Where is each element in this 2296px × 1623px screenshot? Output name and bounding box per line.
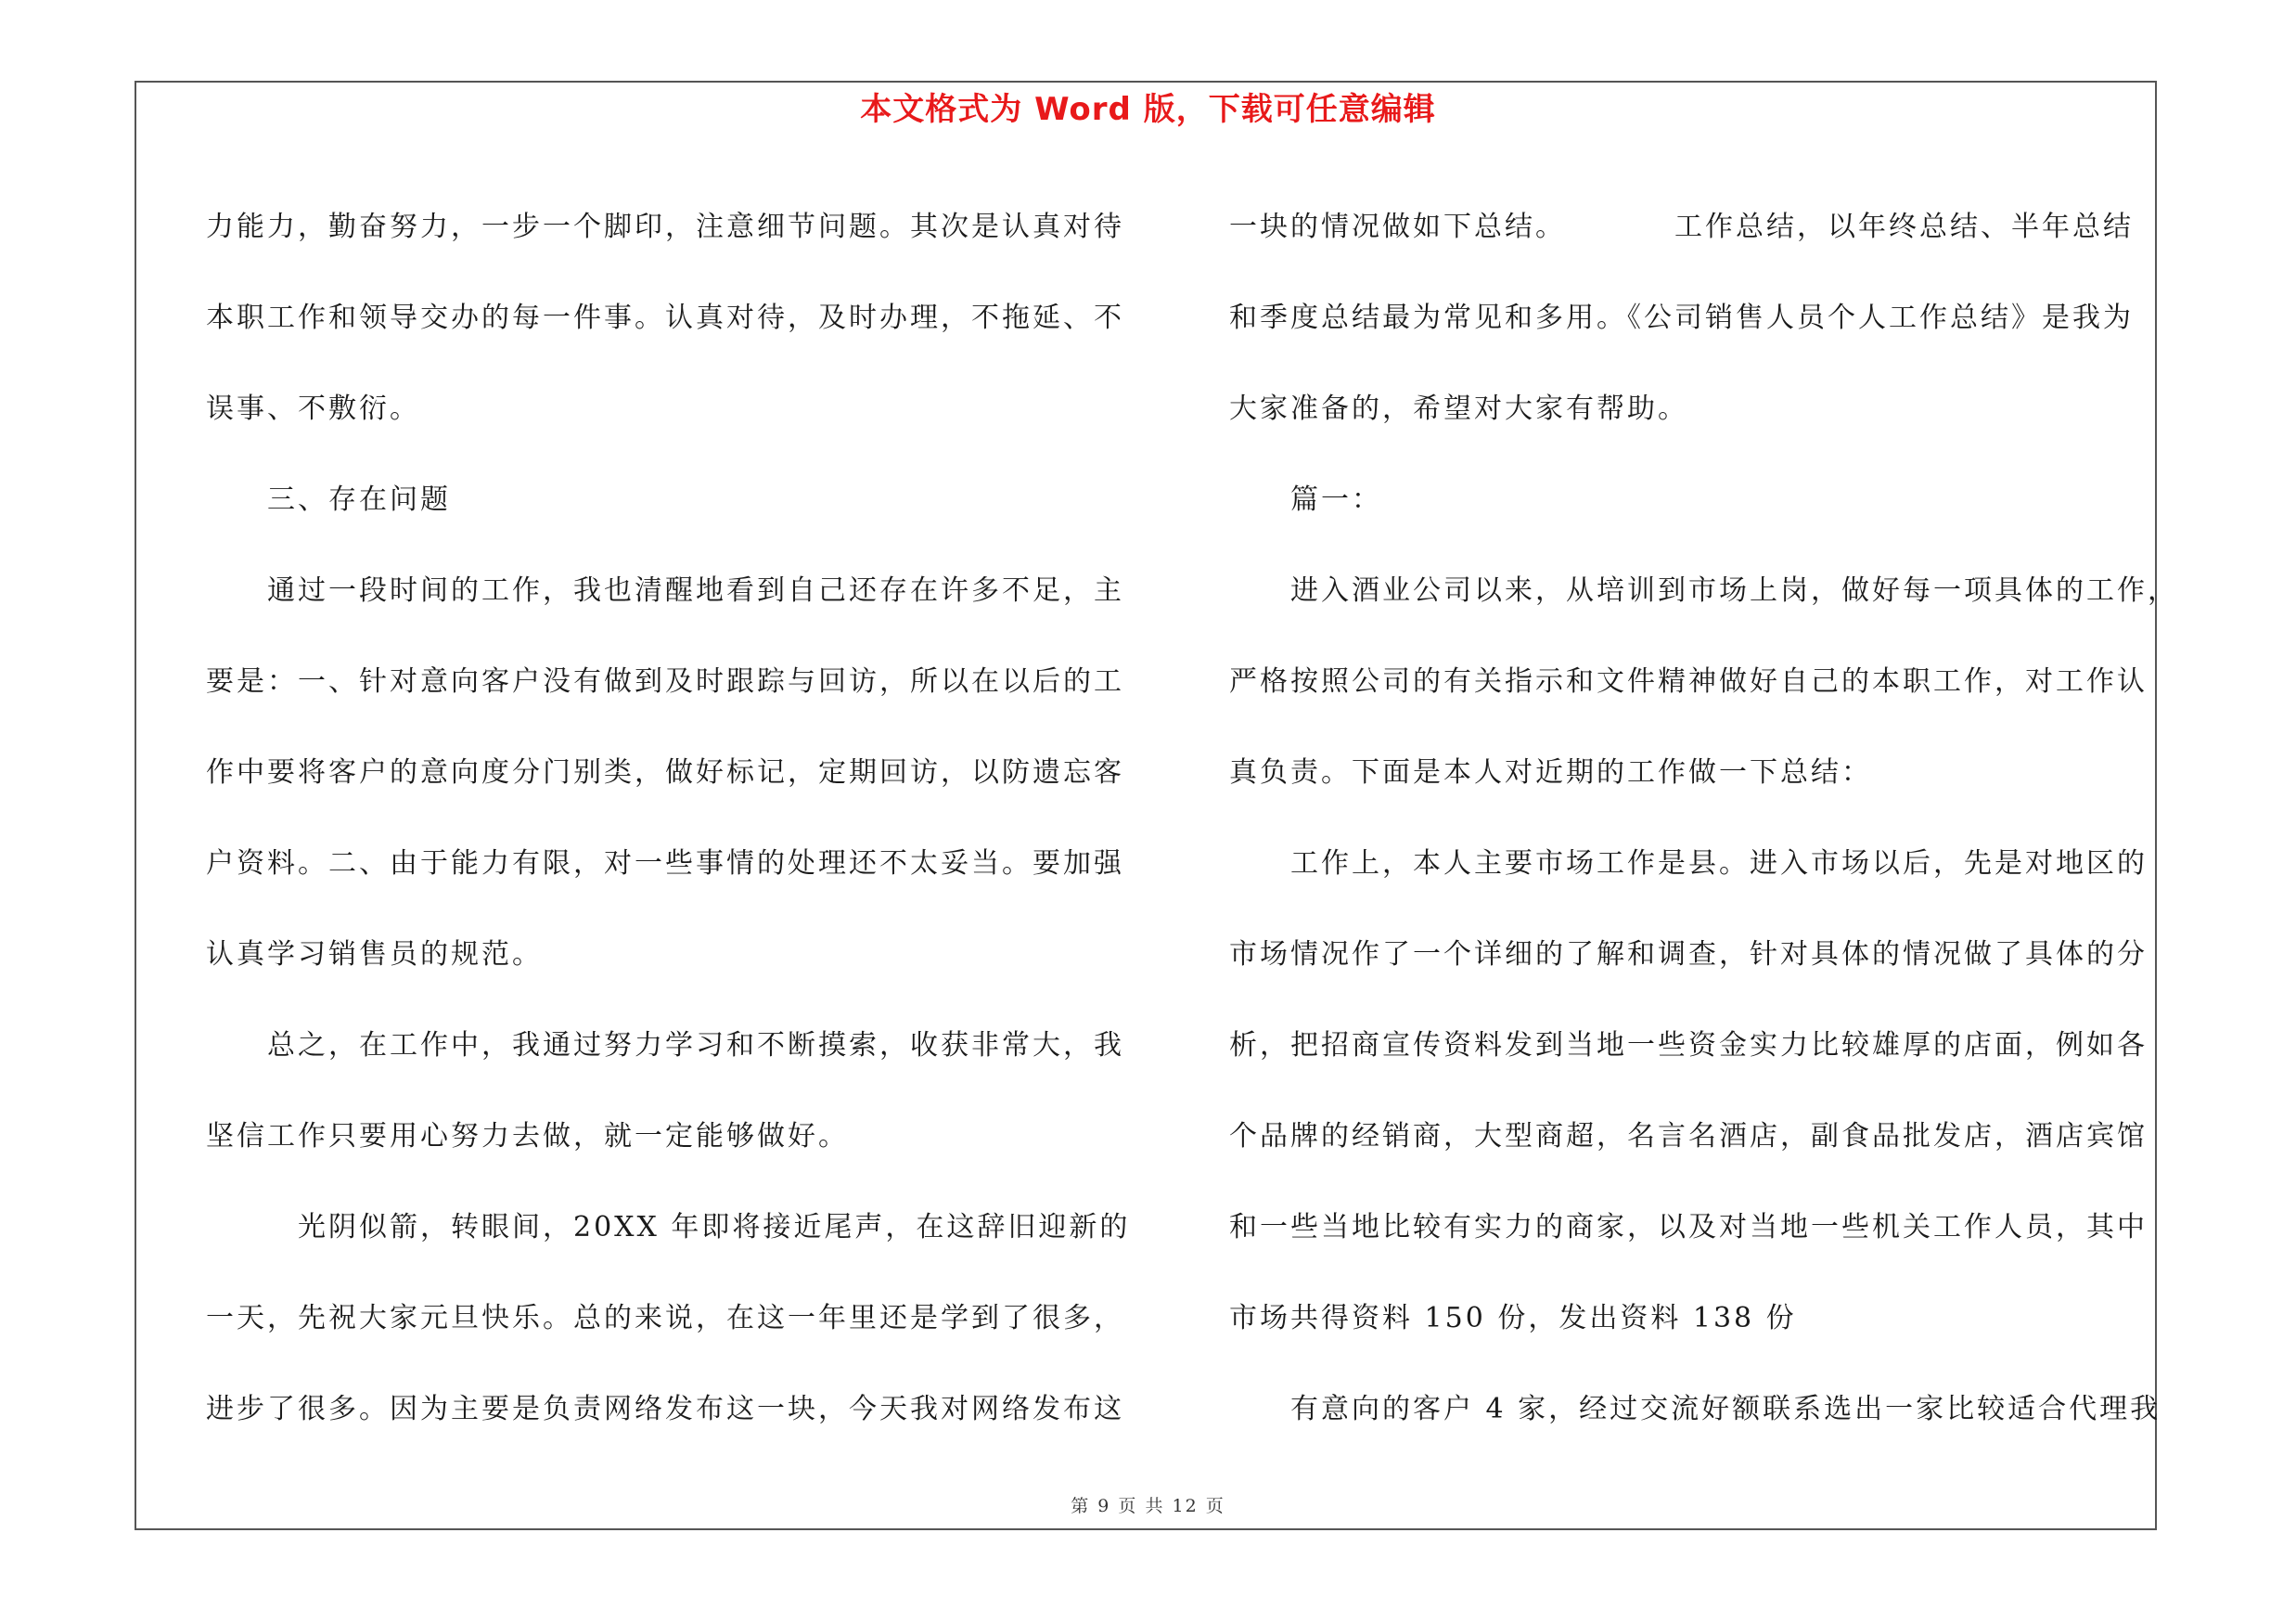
text-line: 一块的情况做如下总结。 工作总结，以年终总结、半年总结 (1229, 211, 2134, 243)
text-line: 市场共得资料 150 份，发出资料 138 份 (1229, 1302, 1797, 1334)
section-heading: 三、存在问题 (206, 483, 451, 516)
text-line: 大家准备的，希望对大家有帮助。 (1229, 393, 1688, 425)
text-line: 通过一段时间的工作，我也清醒地看到自己还存在许多不足，主 (206, 574, 1124, 607)
left-text-column (206, 182, 1134, 1455)
word-format-banner: 本文格式为 Word 版，下载可任意编辑 (860, 91, 1436, 128)
text-line: 要是：一、针对意向客户没有做到及时跟踪与回访，所以在以后的工 (206, 665, 1124, 698)
text-line: 总之，在工作中，我通过努力学习和不断摸索，收获非常大，我 (206, 1029, 1124, 1062)
text-line: 进步了很多。因为主要是负责网络发布这一块，今天我对网络发布这 (206, 1393, 1124, 1425)
text-line: 市场情况作了一个详细的了解和调查，针对具体的情况做了具体的分 (1229, 938, 2148, 971)
text-line: 光阴似箭，转眼间，20XX 年即将接近尾声，在这辞旧迎新的 (206, 1211, 1131, 1243)
text-line: 作中要将客户的意向度分门别类，做好标记，定期回访，以防遗忘客 (206, 756, 1124, 789)
text-line: 严格按照公司的有关指示和文件精神做好自己的本职工作，对工作认 (1229, 665, 2148, 698)
text-line: 进入酒业公司以来，从培训到市场上岗，做好每一项具体的工作， (1229, 574, 2178, 607)
text-line: 有意向的客户 4 家，经过交流好额联系选出一家比较适合代理我 (1229, 1393, 2161, 1425)
text-line: 认真学习销售员的规范。 (206, 938, 543, 971)
text-line: 个品牌的经销商，大型商超，名言名酒店，副食品批发店，酒店宾馆 (1229, 1120, 2148, 1153)
right-text-column (1229, 182, 2178, 1455)
text-line: 误事、不敷衍。 (206, 393, 420, 425)
text-line: 力能力，勤奋努力，一步一个脚印，注意细节问题。其次是认真对待 (206, 211, 1124, 243)
text-line: 坚信工作只要用心努力去做，就一定能够做好。 (206, 1120, 849, 1153)
text-line: 户资料。二、由于能力有限，对一些事情的处理还不太妥当。要加强 (206, 847, 1124, 880)
text-line: 真负责。下面是本人对近期的工作做一下总结： (1229, 756, 1872, 789)
text-line: 本职工作和领导交办的每一件事。认真对待，及时办理，不拖延、不 (206, 302, 1124, 334)
text-line: 析，把招商宣传资料发到当地一些资金实力比较雄厚的店面，例如各 (1229, 1029, 2148, 1062)
text-line: 和一些当地比较有实力的商家，以及对当地一些机关工作人员，其中 (1229, 1211, 2148, 1243)
text-line: 工作上，本人主要市场工作是县。进入市场以后，先是对地区的 (1229, 847, 2148, 880)
text-line: 和季度总结最为常见和多用。《公司销售人员个人工作总结》是我为 (1229, 302, 2134, 334)
text-line: 一天，先祝大家元旦快乐。总的来说，在这一年里还是学到了很多， (206, 1302, 1124, 1334)
page-number-footer: 第 9 页 共 12 页 (1071, 1496, 1225, 1516)
section-heading: 篇一： (1229, 483, 1382, 516)
